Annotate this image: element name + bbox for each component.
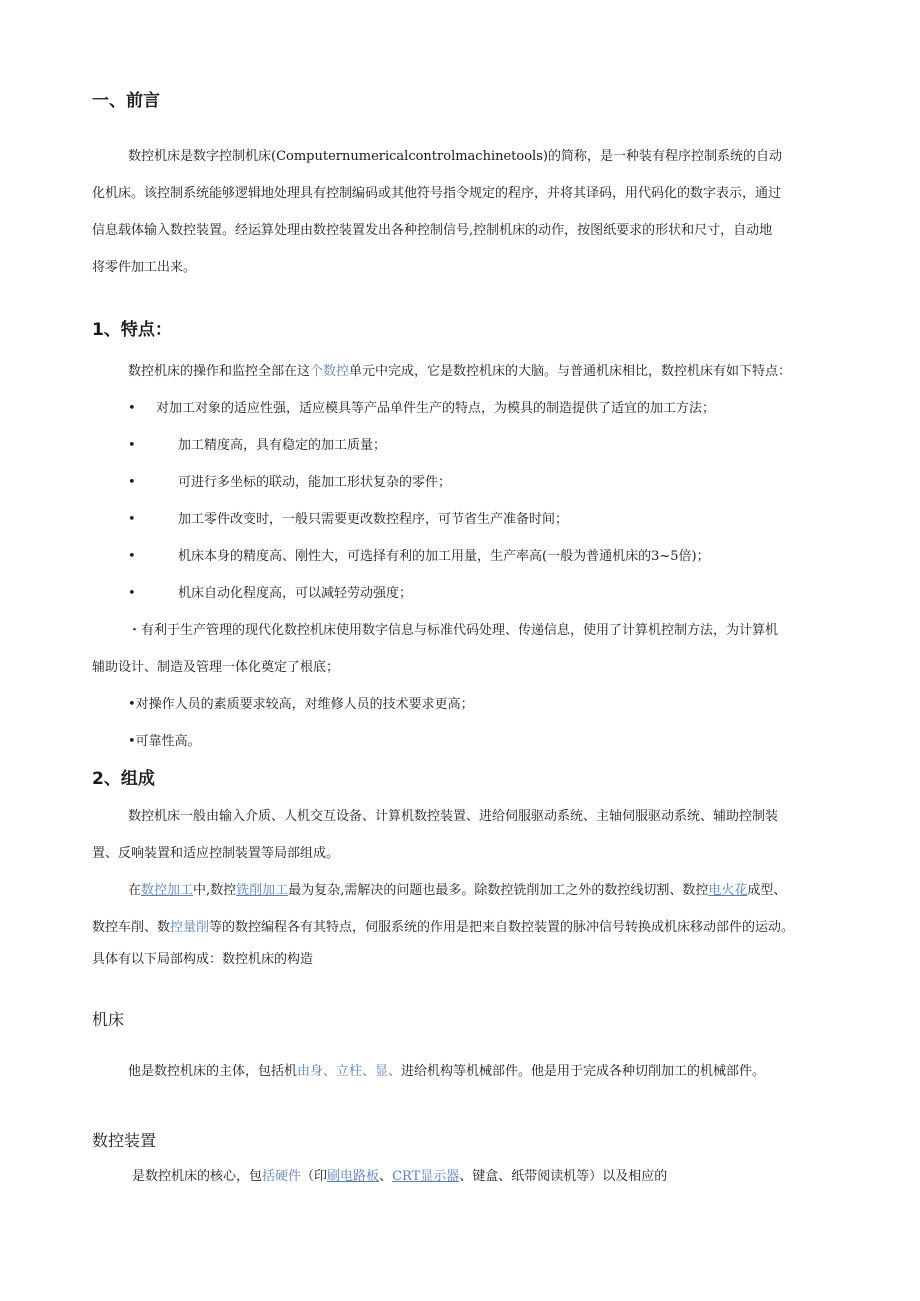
intro-line-2: 化机床。该控制系统能够逻辑地处理具有控制编码或其他符号指令规定的程序，并将其译码，用代码化的数字表示，通过 xyxy=(92,186,782,201)
intro-line-3: 信息载体输入数控装置。经运算处理由数控装置发出各种控制信号,控制机床的动作，按图纸要求的形状和尺寸，自动地 xyxy=(92,223,773,238)
bullet-marker: • xyxy=(128,401,136,416)
features-intro-text-b: 单元中完成，它是数控机床的大脑。与普通机床相比，数控机床有如下特点： xyxy=(349,364,792,379)
machine-text-a: 他是数控机床的主体，包括机 xyxy=(128,1064,298,1079)
heading-features: 1、特点： xyxy=(92,320,172,340)
link-cnc-unit[interactable]: 个数控 xyxy=(310,364,350,379)
processing-text-f: 等的数控编程各有其特点，伺服系统的作用是把来自数控装置的脉冲信号转换成机床移动部件的运动。 xyxy=(209,920,795,935)
link-machine-parts[interactable]: 由身、立柱、显、 xyxy=(297,1064,402,1079)
machine-text-b: 进给机构等机械部件。他是用于完成各种切削加工的机械部件。 xyxy=(401,1064,766,1079)
processing-text-a: 在 xyxy=(128,883,142,898)
link-edm[interactable]: 电火花 xyxy=(708,883,748,898)
processing-text-d: 成型、 xyxy=(747,883,787,898)
heading-device: 数控装置 xyxy=(92,1131,157,1150)
feature-operator: •对操作人员的素质要求较高，对维修人员的技术要求更高； xyxy=(128,697,474,712)
device-text-c: 、 xyxy=(379,1169,393,1184)
bullet-marker: • xyxy=(128,475,136,490)
link-circuit-board[interactable]: 刷电路板 xyxy=(327,1169,380,1184)
feature-item: 加工零件改变时，一般只需要更改数控程序，可节省生产准备时间； xyxy=(178,512,569,527)
link-measurement[interactable]: 控量削 xyxy=(170,920,210,935)
intro-line-1: 数控机床是数字控制机床(Computernumericalcontrolmachinetools)的简称，是一种装有程序控制系统的自动 xyxy=(128,149,782,164)
feature-management-line-1: ・有利于生产管理的现代化数控机床使用数字信息与标准代码处理、传递信息，使用了计算机控制方法，为计算机 xyxy=(128,623,779,638)
feature-item: 机床自动化程度高，可以减轻劳动强度； xyxy=(178,586,413,601)
link-cnc-machining[interactable]: 数控加工 xyxy=(141,883,194,898)
bullet-marker: • xyxy=(128,512,136,527)
device-text-b: （印 xyxy=(301,1169,328,1184)
feature-item: 对加工对象的适应性强，适应模具等产品单件生产的特点，为模具的制造提供了适宜的加工方法； xyxy=(156,401,716,416)
features-intro-text-a: 数控机床的操作和监控全部在这 xyxy=(128,364,311,379)
heading-intro: 一、前言 xyxy=(92,91,160,111)
processing-text-e: 数控车削、数 xyxy=(92,920,171,935)
machine-description xyxy=(92,1053,868,1090)
heading-composition: 2、组成 xyxy=(92,769,155,789)
bullet-marker: • xyxy=(128,438,136,453)
feature-management-line-2: 辅助设计、制造及管理一体化奠定了根底； xyxy=(92,660,340,675)
processing-line-1 xyxy=(92,872,868,909)
processing-line-3: 具体有以下局部构成：数控机床的构造 xyxy=(92,952,314,967)
bullet-marker: • xyxy=(128,549,136,564)
feature-item: 加工精度高，具有稳定的加工质量； xyxy=(178,438,387,453)
device-text-a: 是数控机床的核心，包 xyxy=(132,1169,263,1184)
composition-line-1: 数控机床一般由输入介质、人机交互设备、计算机数控装置、进给伺服驱动系统、主轴伺服驱动系统、辅助控制装 xyxy=(128,809,779,824)
heading-machine: 机床 xyxy=(92,1010,125,1029)
device-text-d: 、键盒、纸带阅读机等）以及相应的 xyxy=(459,1169,668,1184)
link-milling[interactable]: 铣削加工 xyxy=(236,883,289,898)
composition-line-2: 置、反响装置和适应控制装置等局部组成。 xyxy=(92,846,340,861)
processing-text-c: 最为复杂,需解决的问题也最多。除数控铣削加工之外的数控线切割、数控 xyxy=(288,883,709,898)
link-hardware[interactable]: 括硬件 xyxy=(262,1169,302,1184)
feature-item: 机床本身的精度高、刚性大，可选择有利的加工用量，生产率高(一般为普通机床的3~5倍)； xyxy=(178,549,710,564)
intro-line-4: 将零件加工出来。 xyxy=(92,260,197,275)
features-intro xyxy=(92,353,868,390)
bullet-marker: • xyxy=(128,586,136,601)
device-description xyxy=(92,1158,872,1195)
feature-item: 可进行多坐标的联动，能加工形状复杂的零件； xyxy=(178,475,452,490)
link-crt-display[interactable]: CRT显示器 xyxy=(392,1169,460,1184)
feature-reliable: •可靠性高。 xyxy=(128,734,201,749)
processing-text-b: 中,数控 xyxy=(193,883,237,898)
